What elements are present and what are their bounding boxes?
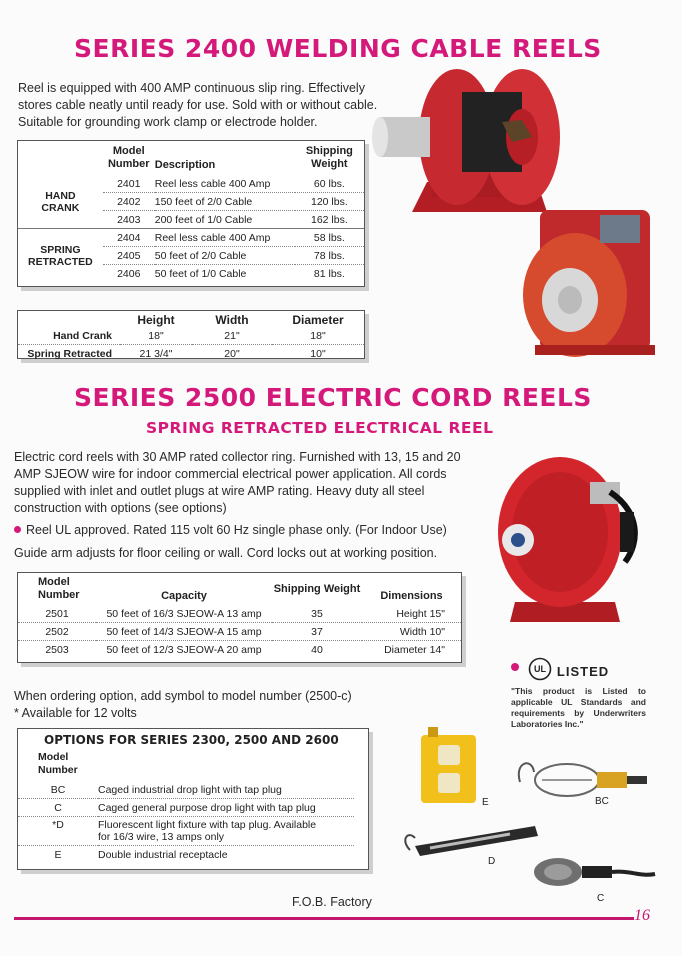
welding-reel-hand-crank-photo [372,62,572,222]
weight-cell: 78 lbs. [295,247,364,265]
series-2500-description: Electric cord reels with 30 AMP rated collector ring. Furnished with 13, 15 and 20 AMP SJEOW wire for indoor commercial electrical power application. All cords supplied with inlet and outlet plugs at wire AMP rating. Heavy duty all steel construction with options (see options) [14,450,461,515]
caged-general-purpose-drop-light-photo [530,852,660,892]
ul-approved-note [14,522,484,539]
model-number-header: Model Number [38,576,80,601]
capacity-cell: 50 feet of 12/3 SJEOW-A 20 amp [106,643,262,656]
bullet-icon [14,526,21,533]
model-cell: 2402 [103,193,155,211]
diameter-cell: 10" [310,347,326,360]
dimensions-cell: Width 10" [362,623,461,641]
description-cell: Reel less cable 400 Amp [155,175,295,193]
model-cell: 2404 [103,229,155,247]
ul-listed-badge [511,657,609,681]
series-2400-title: SERIES 2400 WELDING CABLE REELS [74,34,602,63]
diameter-cell: 18" [272,327,364,345]
model-number-header: Model Number [107,145,150,170]
description-cell: 150 feet of 2/0 Cable [155,193,295,211]
caged-industrial-drop-light-photo [512,752,652,802]
series-2500-subtitle: SPRING RETRACTED ELECTRICAL REEL [146,419,494,437]
series-2400-description: Reel is equipped with 400 AMP continuous slip ring. Effectively stores cable neatly until ready for use. Sold with or without cable. Suitable for grounding work clamp or electrode holder. [18,81,378,129]
shipping-weight-header: Shipping Weight [305,145,353,170]
option-model-cell: C [18,799,98,817]
dimensions-cell: Height 15" [362,605,461,623]
model-cell: 2401 [103,175,155,193]
model-cell: 2405 [103,247,155,265]
height-header: Height [137,313,175,327]
fluorescent-light-fixture-photo [400,820,540,860]
dimensions-cell: Diameter 14" [384,643,445,656]
capacity-cell: 50 feet of 16/3 SJEOW-A 13 amp [96,605,272,623]
weight-cell: 35 [272,605,362,623]
bullet-icon [511,663,519,671]
twelve-volt-note: * Available for 12 volts [14,706,137,720]
svg-text:UL: UL [534,664,547,674]
width-cell: 20" [224,347,240,360]
model-cell: 2502 [18,623,96,641]
option-description-cell: Fluorescent light fixture with tap plug. Available for 16/3 wire, 13 amps only [98,817,354,846]
label-c: C [597,893,605,904]
label-bc: BC [595,796,609,807]
diameter-header: Diameter [292,313,344,327]
page-number: 16 [634,907,650,924]
ordering-note: When ordering option, add symbol to model number (2500-c) [14,689,352,703]
double-receptacle-photo [416,727,486,807]
series-2500-title: SERIES 2500 ELECTRIC CORD REELS [74,383,592,412]
shipping-weight-header: Shipping Weight [273,582,361,595]
weight-cell: 58 lbs. [295,229,364,247]
label-d: D [488,856,496,867]
description-header: Description [154,159,216,171]
weight-cell: 60 lbs. [295,175,364,193]
electric-cord-reel-photo [490,452,660,632]
welding-reel-spring-retracted-photo [515,205,675,365]
model-cell: 2503 [45,643,69,656]
height-cell: 21 3/4" [139,347,173,360]
ul-listed-text: LISTED [556,664,610,679]
option-model-cell: E [54,848,62,861]
capacity-header: Capacity [161,590,207,602]
fob-factory: F.O.B. Factory [292,895,372,909]
dimension-row-label: Spring Retracted [27,347,112,360]
series-2400-table [17,140,365,287]
description-cell: 200 feet of 1/0 Cable [155,211,295,229]
description-cell: Reel less cable 400 Amp [155,229,295,247]
description-cell: 50 feet of 1/0 Cable [154,267,247,280]
option-description-cell: Double industrial receptacle [98,848,228,861]
width-cell: 21" [192,327,272,345]
dimensions-table [17,310,365,359]
weight-cell: 81 lbs. [313,267,345,280]
model-cell: 2406 [117,267,141,280]
ul-listing-note: "This product is Listed to applicable UL Standards and requirements by Underwriters Laboratories Inc." [511,686,646,729]
weight-cell: 120 lbs. [295,193,364,211]
model-cell: 2501 [18,605,96,623]
options-table [17,728,369,870]
description-cell: 50 feet of 2/0 Cable [155,247,295,265]
ul-approved-text: Reel UL approved. Rated 115 volt 60 Hz single phase only. (For Indoor Use) [26,523,447,537]
capacity-cell: 50 feet of 14/3 SJEOW-A 15 amp [96,623,272,641]
model-cell: 2403 [103,211,155,229]
group-label-spring-retracted: SPRING RETRACTED [28,243,93,268]
option-description-cell: Caged general purpose drop light with tap plug [98,799,354,817]
label-e: E [482,797,489,808]
weight-cell: 162 lbs. [295,211,364,229]
option-model-cell: *D [18,817,98,846]
dimension-row-label: Hand Crank [18,327,120,345]
options-title: OPTIONS FOR SERIES 2300, 2500 AND 2600 [44,733,339,747]
dimensions-header: Dimensions [380,590,443,602]
footer-divider [14,917,634,920]
group-label-hand-crank: HAND CRANK [18,175,103,229]
series-2500-table [17,572,462,663]
weight-cell: 37 [272,623,362,641]
ul-logo-icon [528,657,552,681]
height-cell: 18" [120,327,192,345]
weight-cell: 40 [311,643,323,656]
option-model-cell: BC [18,781,98,799]
options-model-header: Model Number [38,751,78,776]
width-header: Width [215,313,249,327]
guide-arm-note: Guide arm adjusts for floor ceiling or wall. Cord locks out at working position. [14,546,438,560]
option-description-cell: Caged industrial drop light with tap plug [98,781,354,799]
